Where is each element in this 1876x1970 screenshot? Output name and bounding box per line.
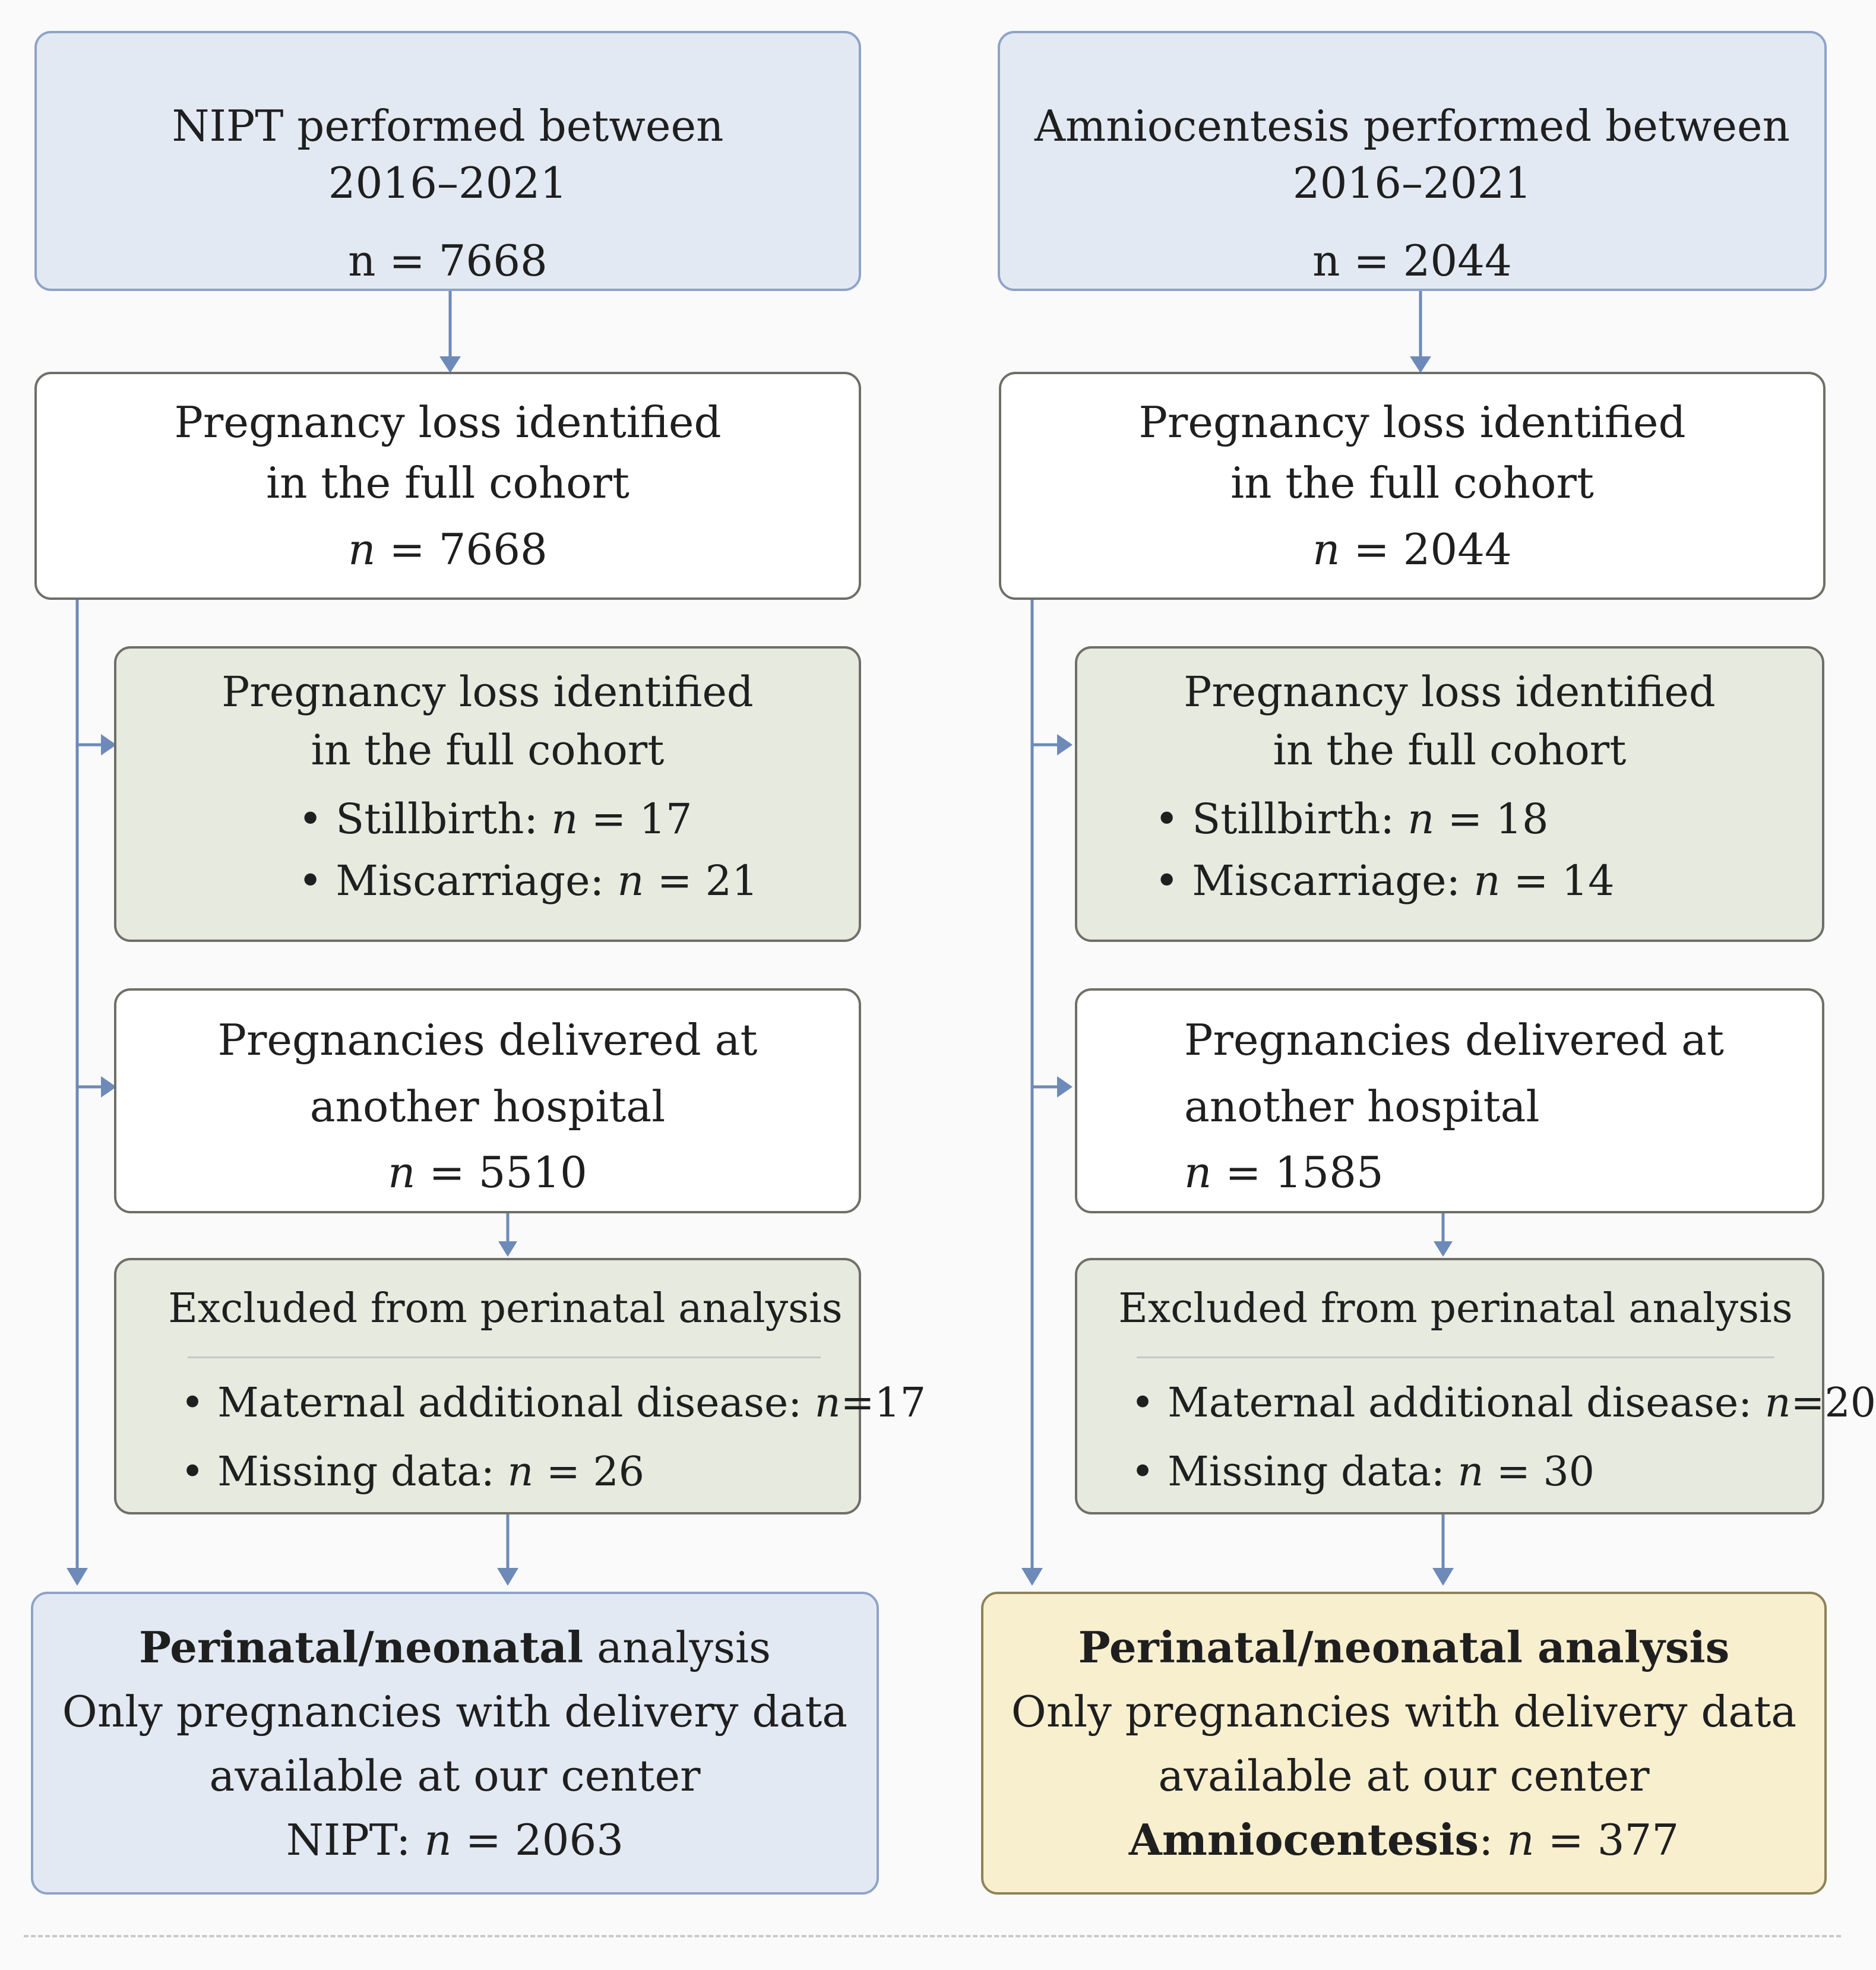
right-cohort-title: Pregnancy loss identified: [1138, 397, 1686, 447]
item-value: =17: [840, 1379, 926, 1427]
left-loss-box: [114, 646, 861, 942]
item-label: Stillbirth:: [336, 795, 552, 843]
left-loss-title: Pregnancy loss identified: [222, 668, 754, 716]
item-value: = 18: [1434, 795, 1549, 843]
item-value: = 30: [1483, 1448, 1595, 1495]
arrowhead-left-final-trunk: [67, 1568, 88, 1586]
right-final-box: [981, 1592, 1827, 1895]
title-rest: analysis: [583, 1623, 771, 1672]
arrowhead-right-final: [1432, 1568, 1454, 1586]
item-value: =20: [1790, 1379, 1876, 1427]
left-final-box: [31, 1592, 879, 1895]
right-cohort-box: [999, 372, 1826, 600]
left-source-box: [34, 31, 861, 291]
right-final-result: [983, 1808, 1824, 1872]
count-value: = 7668: [375, 524, 548, 575]
n-symbol: n: [388, 1147, 416, 1198]
result-value: = 2063: [451, 1815, 624, 1865]
arrowhead-right-loss: [1057, 734, 1073, 755]
right-missing-data-item: [1131, 1445, 1822, 1500]
right-source-box: [998, 31, 1827, 291]
arrowhead-left-excluded: [498, 1241, 517, 1257]
left-stillbirth-item: [298, 790, 859, 848]
arrowhead-left-final: [497, 1568, 518, 1586]
n-symbol: n: [1457, 1448, 1484, 1495]
title-bold: Perinatal/neonatal: [138, 1622, 584, 1672]
left-delivered-count: [116, 1140, 859, 1206]
result-value: = 377: [1534, 1815, 1679, 1865]
item-label: Maternal additional disease:: [1168, 1379, 1765, 1427]
right-delivered-title: Pregnancies delivered at: [1184, 1015, 1724, 1065]
left-cohort-box: [34, 372, 861, 600]
result-label: Amniocentesis: [1128, 1814, 1479, 1865]
n-symbol: n: [424, 1815, 452, 1865]
left-delivered-subtitle: another hospital: [309, 1081, 666, 1131]
right-delivered-subtitle: another hospital: [1184, 1081, 1540, 1131]
n-symbol: n: [1312, 524, 1340, 575]
right-final-description-1: Only pregnancies with delivery data: [1011, 1687, 1797, 1737]
left-excluded-title: Excluded from perinatal analysis: [168, 1285, 843, 1332]
arrowhead-left-cohort: [439, 356, 461, 373]
item-value: = 21: [644, 856, 758, 905]
left-source-count: n = 7668: [348, 235, 548, 286]
left-final-result: [33, 1808, 877, 1872]
n-symbol: n: [1764, 1379, 1791, 1427]
right-excluded-title: Excluded from perinatal analysis: [1118, 1285, 1793, 1332]
arrowhead-right-final-trunk: [1021, 1568, 1043, 1586]
right-source-years: 2016–2021: [1292, 158, 1532, 208]
right-excluded-divider: [1137, 1356, 1774, 1358]
right-maternal-disease-item: [1131, 1376, 1876, 1431]
right-stillbirth-item: [1154, 790, 1822, 848]
n-symbol: n: [1184, 1147, 1212, 1198]
count-value: = 1585: [1211, 1147, 1384, 1198]
right-loss-box: [1075, 646, 1824, 942]
n-symbol: n: [1407, 795, 1435, 843]
arrowhead-right-delivered: [1057, 1076, 1073, 1098]
left-cohort-count: [37, 519, 859, 580]
item-label: Stillbirth:: [1192, 795, 1408, 843]
item-label: Miscarriage:: [336, 856, 618, 905]
left-maternal-disease-item: [181, 1376, 926, 1431]
n-symbol: n: [1507, 1815, 1535, 1865]
n-symbol: n: [814, 1379, 841, 1427]
left-final-description-2: available at our center: [209, 1751, 701, 1801]
left-missing-data-item: [181, 1445, 859, 1500]
item-label: Maternal additional disease:: [217, 1379, 815, 1427]
right-miscarriage-item: [1154, 852, 1822, 910]
arrowhead-right-cohort: [1410, 356, 1431, 373]
left-excluded-box: [114, 1258, 926, 1514]
item-label: Missing data:: [217, 1448, 508, 1495]
right-final-title: Perinatal/neonatal analysis: [1078, 1622, 1730, 1672]
right-delivered-count: [1184, 1140, 1822, 1206]
left-final-title: [33, 1615, 877, 1680]
n-symbol: n: [507, 1448, 534, 1495]
left-excluded-divider: [188, 1356, 821, 1358]
result-colon: :: [1479, 1815, 1507, 1865]
n-symbol: n: [617, 856, 644, 905]
item-value: = 26: [533, 1448, 644, 1495]
bottom-dashed-separator: [24, 1935, 1841, 1937]
arrowhead-right-excluded: [1434, 1241, 1453, 1257]
right-final-description-2: available at our center: [1158, 1751, 1650, 1801]
left-source-title: NIPT performed between: [172, 101, 724, 151]
left-final-description-1: Only pregnancies with delivery data: [62, 1687, 848, 1737]
n-symbol: n: [551, 795, 578, 843]
item-value: = 14: [1500, 856, 1615, 905]
count-value: = 2044: [1340, 524, 1512, 575]
right-source-title: Amniocentesis performed between: [1035, 101, 1790, 151]
item-label: Miscarriage:: [1192, 856, 1474, 905]
item-value: = 17: [578, 795, 692, 843]
left-cohort-title: Pregnancy loss identified: [174, 397, 722, 447]
right-delivered-box: [1075, 988, 1824, 1213]
count-value: = 5510: [415, 1147, 587, 1198]
n-symbol: n: [1473, 856, 1501, 905]
right-cohort-subtitle: in the full cohort: [1230, 458, 1594, 508]
left-loss-subtitle: in the full cohort: [311, 726, 665, 774]
left-miscarriage-item: [298, 852, 859, 910]
left-cohort-subtitle: in the full cohort: [266, 458, 629, 508]
right-source-count: n = 2044: [1312, 235, 1512, 286]
n-symbol: n: [348, 524, 376, 575]
left-delivered-title: Pregnancies delivered at: [217, 1015, 758, 1065]
result-label: NIPT:: [286, 1815, 425, 1865]
right-cohort-count: [1001, 519, 1823, 580]
right-excluded-box: [1075, 1258, 1876, 1514]
left-source-years: 2016–2021: [328, 158, 568, 208]
left-delivered-box: [114, 988, 861, 1213]
item-label: Missing data:: [1168, 1448, 1458, 1495]
right-loss-title: Pregnancy loss identified: [1184, 668, 1716, 716]
right-loss-subtitle: in the full cohort: [1273, 726, 1627, 774]
